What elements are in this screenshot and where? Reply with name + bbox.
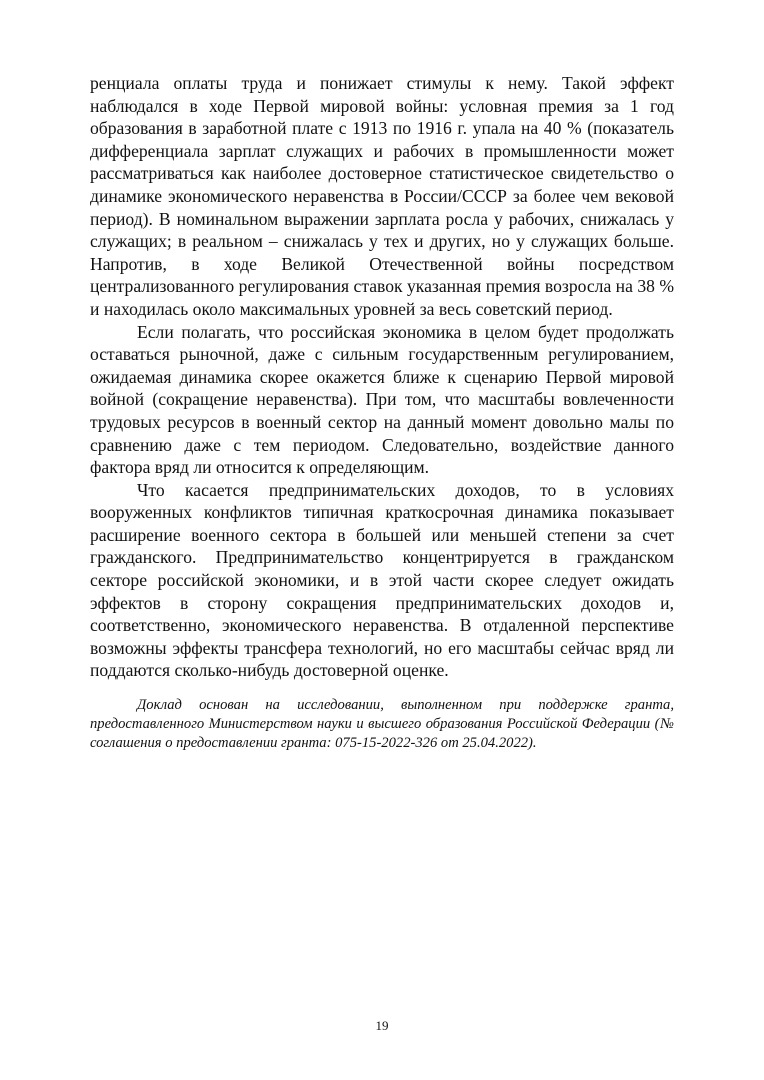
paragraph-business-income: Что касается предпринимательских доходов, то в условиях вооруженных конфликтов типичная краткосрочная динамика показывает расширение военного сектора в большей или меньшей степени за счет гражданского. Предпринимательство концентрируется в гражданском секторе российской экономики, и в этой части скорее следует ожидать эффектов в сторону сокращения предпринимательских доходов и, соответственно, экономического неравенства. В отдаленной перспективе возможны эффекты трансфера технологий, но его масштабы сейчас вряд ли поддаются сколько-нибудь достоверной оценке. — [90, 479, 674, 681]
page-number: 19 — [375, 1018, 389, 1033]
page-body — [90, 72, 674, 768]
paragraph-continued: ренциала оплаты труда и понижает стимулы к нему. Такой эффект наблюдался в ходе Первой мировой войны: условная премия за 1 год образования в заработной плате с 1913 по 1916 г. упала на 40 % (показатель дифференциала зарплат служащих и рабочих в промышленности может рассматриваться как наиболее достоверное статистическое свидетельство о динамике экономического неравенства в России/СССР за более чем вековой период). В номинальном выражении зарплата росла у рабочих, снижалась у служащих; в реальном – снижалась у тех и других, но у служащих больше. Напротив, в ходе Великой Отечественной войны посредством централизованного регулирования ставок указанная премия возросла на 38 % и находилась около максимальных уровней за весь советский период. — [90, 73, 674, 319]
paragraph-market-economy: Если полагать, что российская экономика в целом будет продолжать оставаться рыночной, даже с сильным государственным регулированием, ожидаемая динамика скорее окажется ближе к сценарию Первой мировой войной (сокращение неравенства). При том, что масштабы вовлеченности трудовых ресурсов в военный сектор на данный момент довольно малы по сравнению даже с тем периодом. Следовательно, воздействие данного фактора вряд ли относится к определяющим. — [90, 321, 674, 478]
grant-acknowledgement: Доклад основан на исследовании, выполненном при поддержке гранта, предоставленного Министерством науки и высшего образования Российской Федерации (№ соглашения о предоставлении гранта: 075-15-2022-326 от 25.04.2022). — [90, 697, 674, 752]
